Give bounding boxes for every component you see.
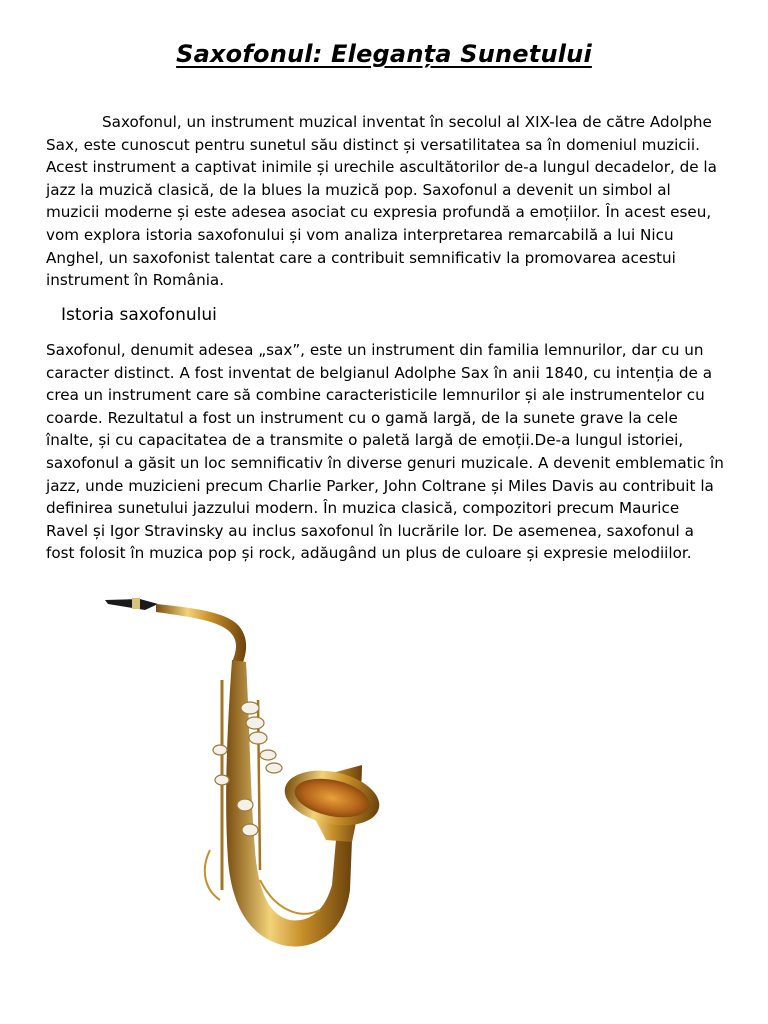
- section-heading: Istoria saxofonului: [61, 305, 217, 325]
- history-paragraph: Saxofonul, denumit adesea „sax”, este un instrument din familia lemnurilor, dar cu un caracter distinct. A fost inventat de belgianul Adolphe Sax în anii 1840, cu intenția de a crea un instrument care să combine caracteristicile lemnurilor și ale instrumentelor cu coarde. Rezultatul a fost un instrument cu o gamă largă, de la sunete grave la cele înalte, și cu capacitatea de a transmite o paletă largă de emoții.De-a lungul istoriei, saxofonul a găsit un loc semnificativ în diverse genuri muzicale. A devenit emblematic în jazz, unde muzicieni precum Charlie Parker, John Coltrane și Miles Davis au contribuit la definirea sunetului jazzului modern. În muzica clasică, compozitori precum Maurice Ravel și Igor Stravinsky au inclus saxofonul în lucrările lor. De asemenea, saxofonul a fost folosit în muzica pop și rock, adăugând un plus de culoare și expresie melodiilor.: [46, 341, 724, 563]
- sax-neck: [156, 604, 246, 665]
- document-title: Saxofonul: Eleganța Sunetului: [176, 40, 592, 68]
- sax-bell: [280, 763, 385, 842]
- saxophone-image: [100, 590, 390, 960]
- intro-paragraph: Saxofonul, un instrument muzical inventat în secolul al XIX-lea de către Adolphe Sax, este cunoscut pentru sunetul său distinct și versatilitatea sa în domeniul muzicii. Acest instrument a captivat inimile și urechile ascultătorilor de-a lungul decadelor, de la jazz la muzică clasică, de la blues la muzică pop. Saxofonul a devenit un simbol al muzicii moderne și este adesea asociat cu expresia profundă a emoțiilor. În acest eseu, vom explora istoria saxofonului și vom analiza interpretarea remarcabilă a lui Nicu Anghel, un saxofonist talentat care a contribuit semnificativ la promovarea acestui instrument în România.: [46, 113, 717, 290]
- mouthpiece: [105, 598, 158, 610]
